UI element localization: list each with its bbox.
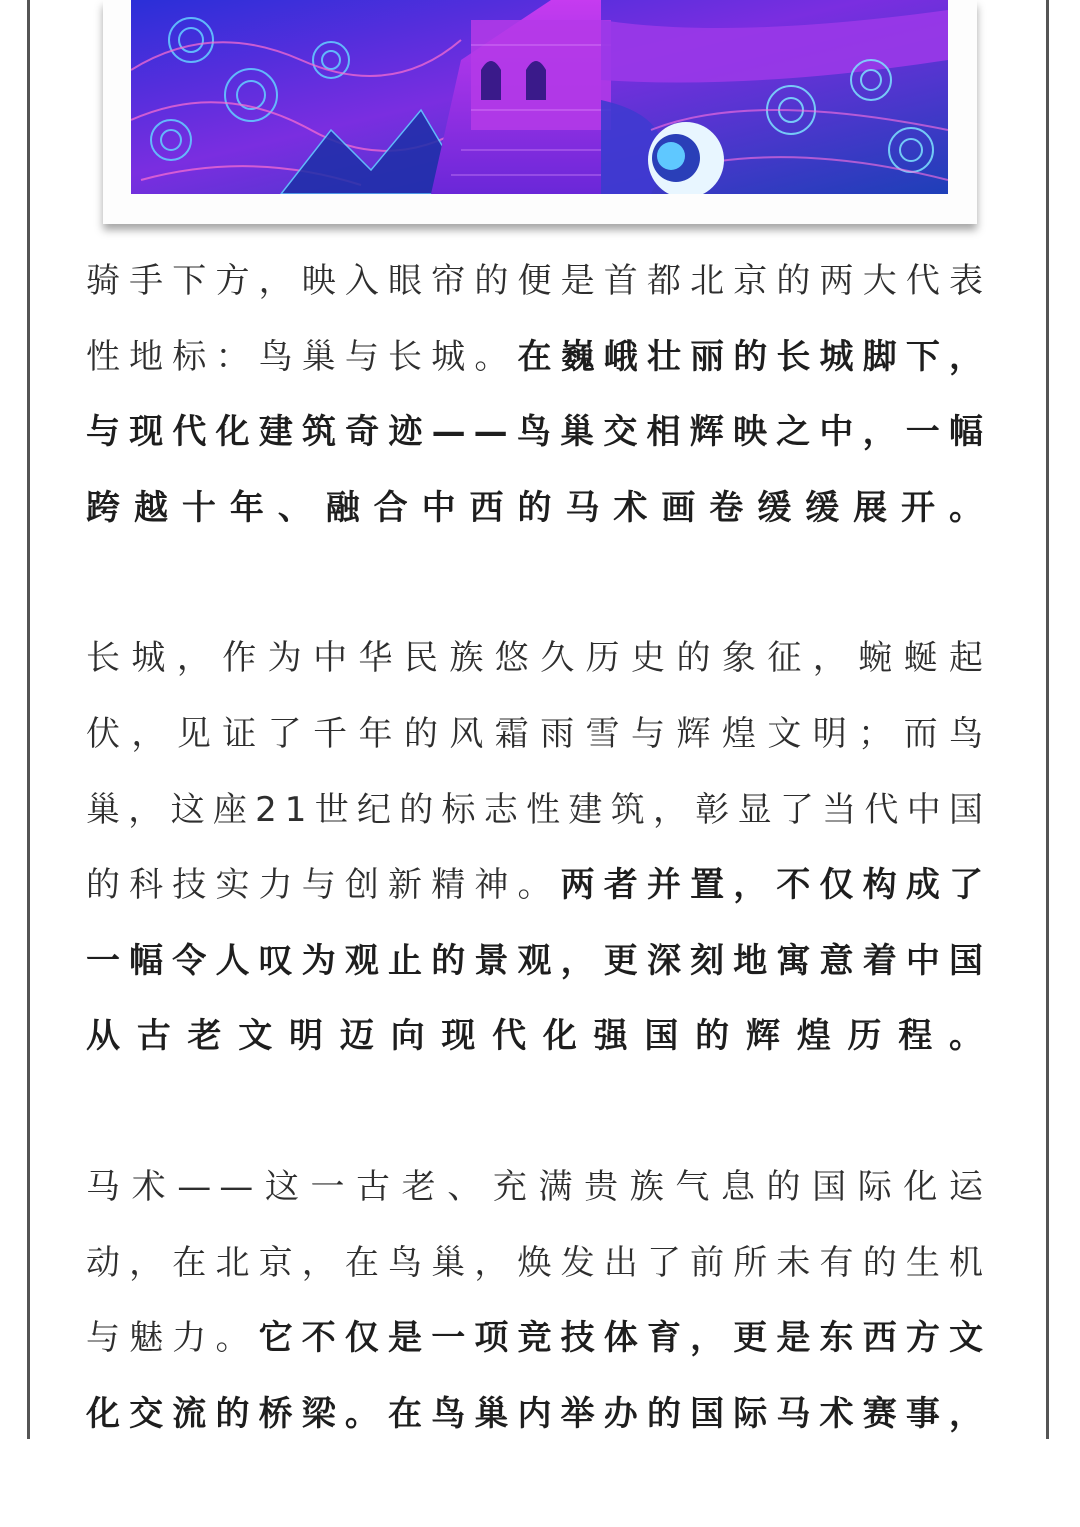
great-wall-illustration xyxy=(131,0,948,194)
paragraph-landmarks-bold: 在巍峨壮丽的长城脚下，与现代化建筑奇迹——鸟巢交相辉映之中，一幅跨越十年、融合中西的马术画卷缓缓展开。 xyxy=(86,336,991,528)
paragraph-great-wall-bold: 两者并置，不仅构成了一幅令人叹为观止的景观，更深刻地寓意着中国从古老文明迈向现代化强国的辉煌历程。 xyxy=(86,865,992,1057)
paragraph-landmarks-text: 骑手下方，映入眼帘的便是首都北京的两大代表性地标：鸟巢与长城。 xyxy=(86,261,991,377)
paragraph-equestrian-text: 马术——这一古老、充满贵族气息的国际化运动，在北京，在鸟巢，焕发出了前所未有的生机与魅力。 xyxy=(86,1166,991,1359)
paragraph-equestrian-bold: 它不仅是一项竞技体育，更是东西方文化交流的桥梁。在鸟巢内举办的国际马术赛事， xyxy=(86,1318,992,1434)
paragraph-landmarks xyxy=(86,244,991,546)
paragraph-great-wall-text: 长城，作为中华民族悠久历史的象征，蜿蜒起伏，见证了千年的风霜雨雪与辉煌文明；而鸟巢，这座21世纪的标志性建筑，彰显了当代中国的科技实力与创新精神。 xyxy=(86,638,991,906)
article-body xyxy=(86,244,991,1527)
paragraph-equestrian xyxy=(86,1150,991,1452)
paragraph-great-wall-birds-nest xyxy=(86,621,991,1075)
